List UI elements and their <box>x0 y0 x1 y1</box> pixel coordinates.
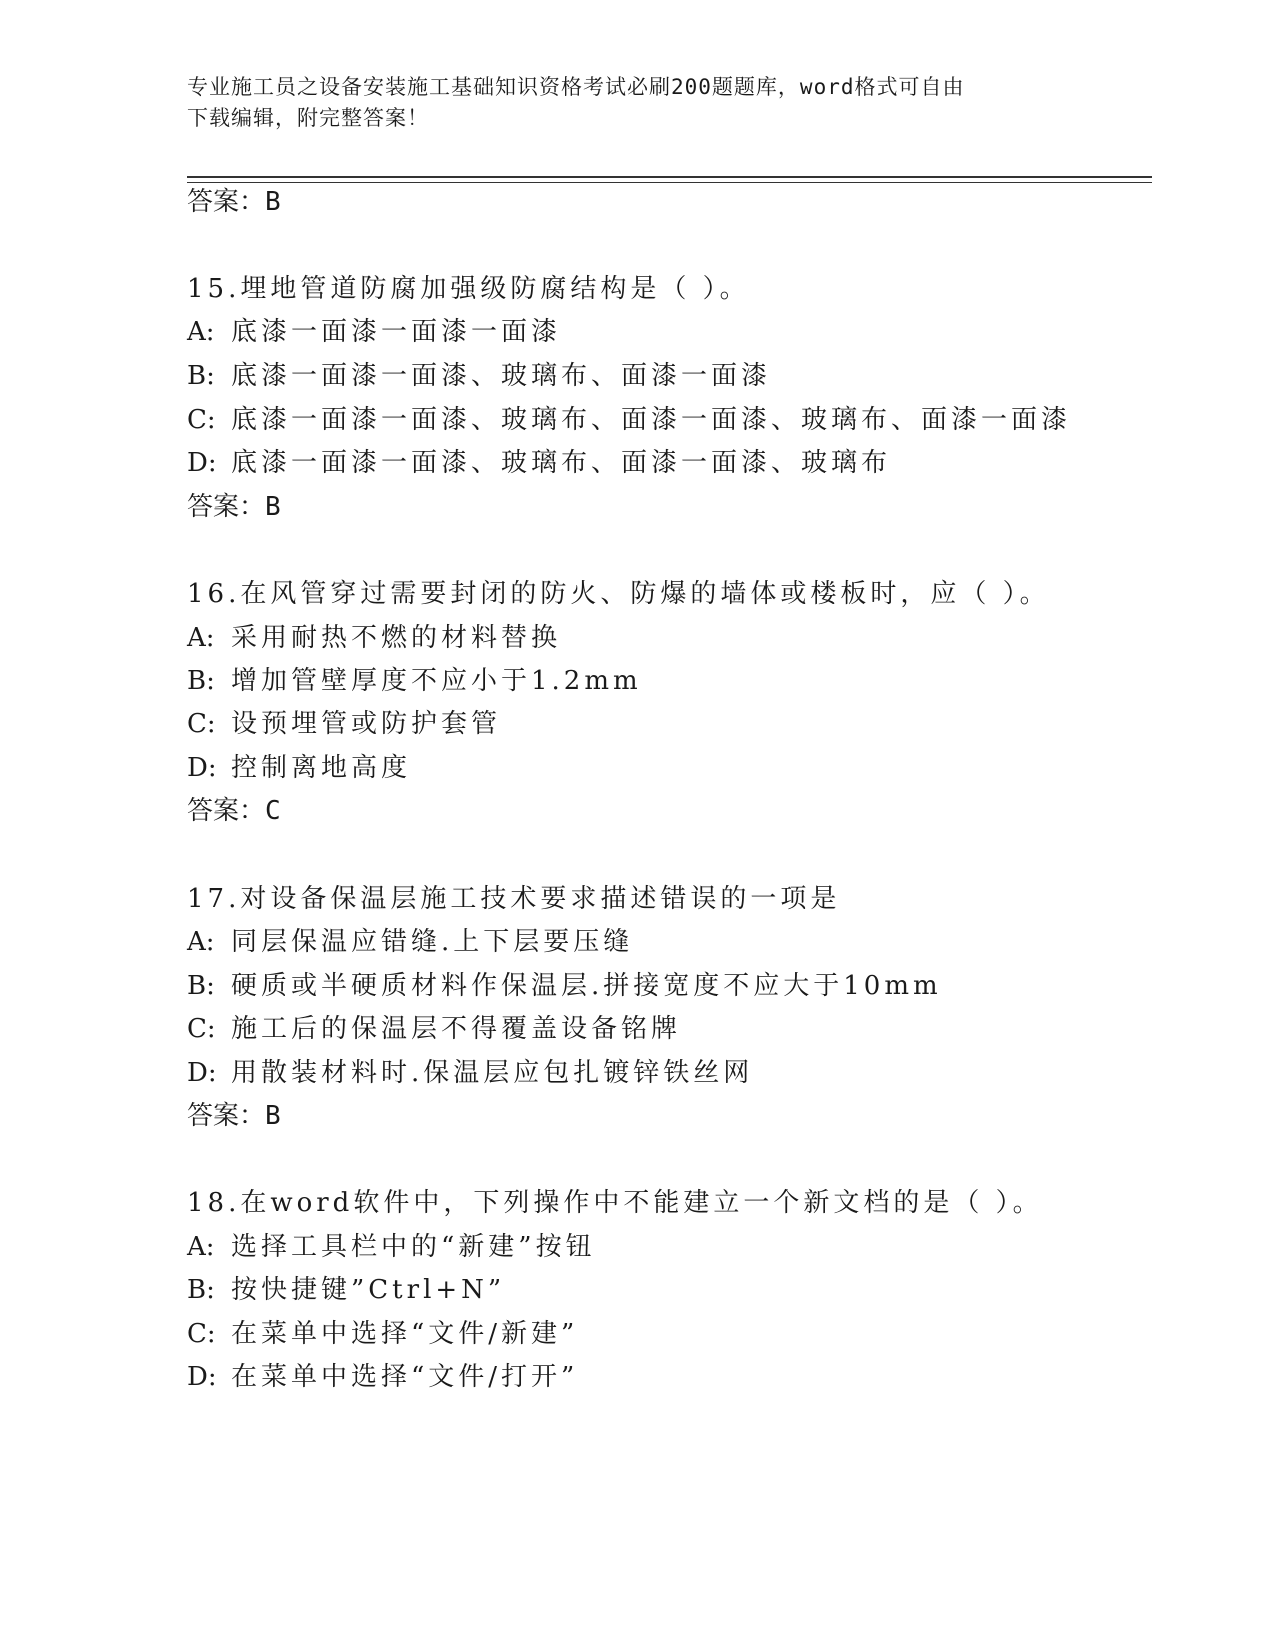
option-text: 控制离地高度 <box>231 753 412 783</box>
answer-value: B <box>265 187 281 217</box>
question-17-answer <box>187 1098 281 1134</box>
option-text: 底漆一面漆一面漆、玻璃布、面漆一面漆、玻璃布、面漆一面漆 <box>231 405 1072 435</box>
option-letter: C: <box>187 709 216 739</box>
option-text: 采用耐热不燃的材料替换 <box>231 623 562 653</box>
question-18-option-d <box>187 1359 578 1395</box>
header-line-2: 下载编辑，附完整答案！ <box>187 106 429 130</box>
question-15-answer <box>187 489 281 525</box>
question-16-option-c <box>187 706 501 742</box>
question-18-text: 18.在word软件中，下列操作中不能建立一个新文档的是（ ）。 <box>187 1188 1043 1218</box>
answer-label: 答案： <box>187 492 266 522</box>
option-text: 施工后的保温层不得覆盖设备铭牌 <box>231 1014 682 1044</box>
question-17-option-b <box>187 968 942 1004</box>
question-15-option-c <box>187 402 1071 438</box>
option-letter: A: <box>187 1232 215 1262</box>
header-rule-thick <box>187 176 1152 178</box>
option-letter: B: <box>187 971 215 1001</box>
option-letter: B: <box>187 666 215 696</box>
question-18-option-c <box>187 1316 578 1352</box>
option-text: 设预埋管或防护套管 <box>231 709 502 739</box>
option-letter: D: <box>187 448 217 478</box>
option-letter: C: <box>187 1014 216 1044</box>
option-text: 按快捷键”Ctrl+N” <box>231 1275 506 1305</box>
question-17-option-a <box>187 924 633 960</box>
option-letter: C: <box>187 405 216 435</box>
question-18-option-a <box>187 1229 596 1265</box>
header-rule-thin <box>187 182 1152 183</box>
question-16-option-d <box>187 750 411 786</box>
option-text: 增加管壁厚度不应小于1.2mm <box>231 666 642 696</box>
option-text: 同层保温应错缝.上下层要压缝 <box>231 927 634 957</box>
option-text: 在菜单中选择“文件/新建” <box>231 1319 579 1349</box>
option-text: 选择工具栏中的“新建”按钮 <box>231 1232 596 1262</box>
option-letter: D: <box>187 1362 217 1392</box>
option-text: 用散装材料时.保温层应包扎镀锌铁丝网 <box>231 1058 754 1088</box>
option-text: 硬质或半硬质材料作保温层.拼接宽度不应大于10mm <box>231 971 942 1001</box>
question-15-text: 15.埋地管道防腐加强级防腐结构是（ ）。 <box>187 274 750 304</box>
question-16-text: 16.在风管穿过需要封闭的防火、防爆的墙体或楼板时，应（ ）。 <box>187 579 1050 609</box>
option-text: 底漆一面漆一面漆、玻璃布、面漆一面漆、玻璃布 <box>231 448 892 478</box>
question-16-option-a <box>187 620 561 656</box>
question-16-option-b <box>187 663 642 699</box>
option-letter: D: <box>187 753 217 783</box>
header-line-1: 专业施工员之设备安装施工基础知识资格考试必刷200题题库，word格式可自由 <box>187 75 965 99</box>
option-letter: A: <box>187 317 215 347</box>
document-header <box>187 72 1087 134</box>
question-17-option-d <box>187 1055 753 1091</box>
option-text: 底漆一面漆一面漆、玻璃布、面漆一面漆 <box>231 361 772 391</box>
question-15-option-d <box>187 445 891 481</box>
option-letter: D: <box>187 1058 217 1088</box>
answer-label: 答案： <box>187 1101 266 1131</box>
answer-value: C <box>265 796 281 826</box>
option-letter: A: <box>187 927 215 957</box>
answer-line <box>187 184 281 220</box>
answer-value: B <box>265 1101 281 1131</box>
option-letter: B: <box>187 1275 215 1305</box>
option-letter: B: <box>187 361 215 391</box>
answer-label: 答案： <box>187 187 266 217</box>
question-15-option-b <box>187 358 771 394</box>
question-17-text: 17.对设备保温层施工技术要求描述错误的一项是 <box>187 884 841 914</box>
question-15-option-a <box>187 314 561 350</box>
question-18-option-b <box>187 1272 505 1308</box>
answer-label: 答案： <box>187 796 266 826</box>
question-17-option-c <box>187 1011 681 1047</box>
option-letter: C: <box>187 1319 216 1349</box>
option-text: 在菜单中选择“文件/打开” <box>231 1362 579 1392</box>
option-letter: A: <box>187 623 215 653</box>
option-text: 底漆一面漆一面漆一面漆 <box>231 317 562 347</box>
question-16-answer <box>187 793 281 829</box>
answer-value: B <box>265 492 281 522</box>
